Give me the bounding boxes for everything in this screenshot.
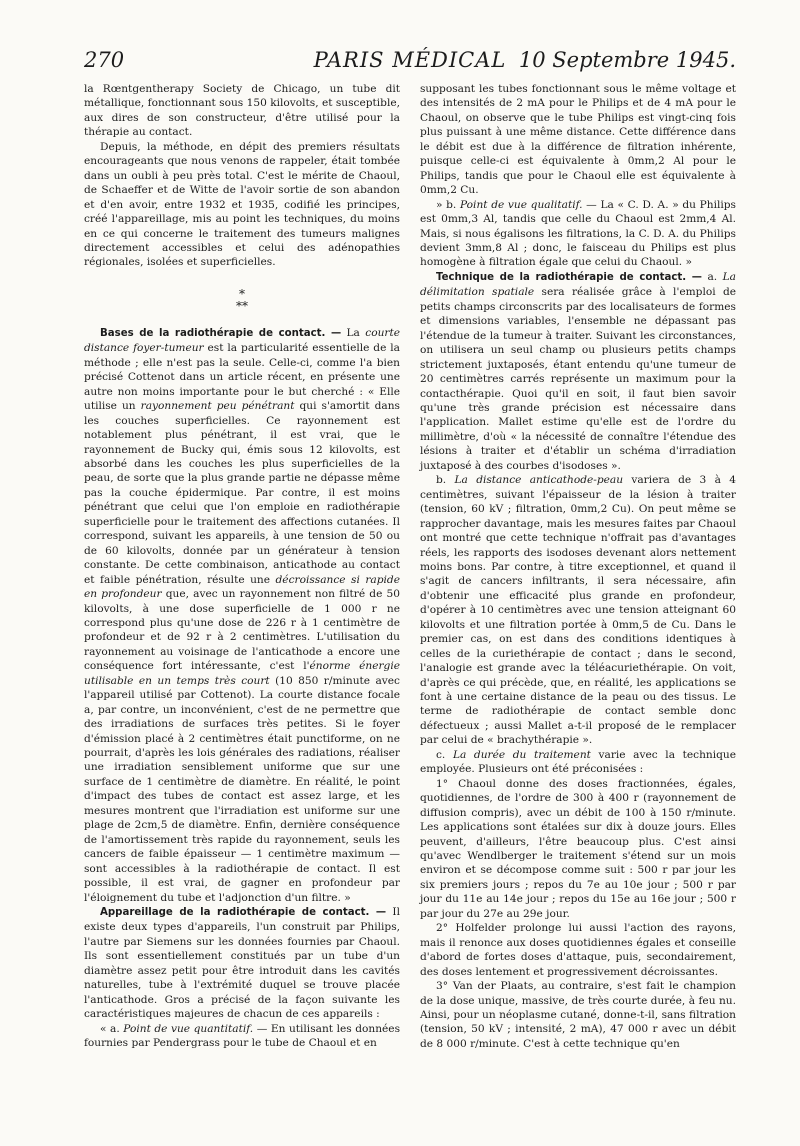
- section-heading: Appareillage de la radiothérapie de contact. —: [100, 907, 387, 919]
- section-separator: [84, 288, 400, 312]
- paragraph: 3° Van der Plaats, au contraire, s'est fait le champion de la dose unique, massive, de très courte durée, à feu nu. Ainsi, pour un néoplasme cutané, donne-t-il, sans filtration (tension, 50 kV ; intensité, 2 mA), 47 000 r avec un débit de 8 000 r/minute. C'est à cette technique qu'en: [420, 980, 736, 1050]
- section-heading: Technique de la radiothérapie de contact. —: [436, 271, 702, 283]
- right-column: [420, 82, 736, 1051]
- paragraph: b. La distance anticathode-peau variera de 3 à 4 centimètres, suivant l'épaisseur de la lésion à traiter (tension, 60 kV ; filtration, 0mm,2 Cu). On peut même se rapprocher davantage, mais les mesures faites par Chaoul ont montré que cette technique n'offrait pas d'avantages réels, les rapports des isodoses devenant alors nettement moins bons. Par contre, à titre exceptionnel, et quand il s'agit de cancers infiltrants, il sera nécessaire, afin d'obtenir une efficacité plus grande en profondeur, d'opérer à 10 centimètres avec une tension atteignant 60 kilovolts et une filtration portée à 0mm,5 de Cu. Dans le premier cas, on est dans des conditions identiques à celles de la curiethérapie de contact ; dans le second, l'analogie est grande avec la téléacuriethérapie. On voit, d'après ce qui précède, que, en réalité, les applications se font à une certaine distance de la peau ou des tissus. Le terme de radiothérapie de contact semble donc défectueux ; aussi Mallet a-t-il proposé de le remplacer par celui de « brachythérapie ».: [420, 474, 736, 747]
- issue-date: 10 Septembre 1945.: [518, 48, 736, 72]
- separator-stars-bottom: **: [236, 298, 248, 313]
- paragraph: 2° Holfelder prolonge lui aussi l'action des rayons, mais il renonce aux doses quotidiennes égales et conseille d'abord de fortes doses d'attaque, puis, secondairement, des doses lentement et progressivement décroissantes.: [420, 922, 736, 978]
- paragraph: supposant les tubes fonctionnant sous le même voltage et des intensités de 2 mA pour le Philips et de 4 mA pour le Chaoul, on observe que le tube Philips est vingt-cinq fois plus puissant à une même distance. Cette différence dans le débit est due à la différence de filtration inhérente, puisque celle-ci est équivalente à 0mm,2 Al pour le Philips, tandis que pour le Chaoul elle est équivalente à 0mm,2 Cu.: [420, 83, 736, 197]
- left-column: [84, 82, 400, 1051]
- paragraph: Technique de la radiothérapie de contact. — a. La délimitation spatiale sera réalisée grâce à l'emploi de petits champs circonscrits par des localisateurs de formes et dimensions variables, l'ensemble ne dépassant pas l'étendue de la tumeur à traiter. Suivant les circonstances, on utilisera un seul champ ou plusieurs petits champs strictement juxtaposés, étant entendu qu'une tumeur de 20 centimètres carrés représente un maximum pour la contacthérapie. Quoi qu'il en soit, il faut bien savoir qu'une très grande précision est nécessaire dans l'application. Mallet estime qu'elle est de l'ordre du millimètre, d'où « la nécessité de connaître l'étendue des lésions à traiter et d'établir un schéma d'irradiation juxtaposé à des courbes d'isodoses ».: [420, 270, 736, 472]
- paragraph: c. La durée du traitement varie avec la technique employée. Plusieurs ont été préconisées :: [420, 748, 737, 776]
- paragraph: la Rœntgentherapy Society de Chicago, un tube dit métallique, fonctionnant sous 150 kilovolts, et susceptible, aux dires de son constructeur, d'être utilisé pour la thérapie au contact.: [84, 83, 400, 139]
- paragraph: Bases de la radiothérapie de contact. — La courte distance foyer-tumeur est la particularité essentielle de la méthode ; elle n'est pas la seule. Celle-ci, comme l'a bien précisé Cottenot dans un article récent, en présente une autre non moins importante pour le but cherché : « Elle utilise un rayonnement peu pénétrant qui s'amortit dans les couches superficielles. Ce rayonnement est notablement plus pénétrant, il est vrai, que le rayonnement de Bucky qui, émis sous 12 kilovolts, est absorbé dans les couches les plus superficielles de la peau, de sorte que la plus grande partie ne dépasse même pas la couche épidermique. Par contre, il est moins pénétrant que celui que l'on emploie en radiothérapie superficielle pour le traitement des affections cutanées. Il correspond, suivant les appareils, à une tension de 50 ou de 60 kilovolts, donnée par un générateur à tension constante. De cette combinaison, anticathode au contact et faible pénétration, résulte une décroissance si rapide en profondeur que, avec un rayonnement non filtré de 50 kilovolts, à une dose superficielle de 1 000 r ne correspond plus qu'une dose de 226 r à 1 centimètre de profondeur et de 92 r à 2 centimètres. L'utilisation du rayonnement au voisinage de l'anticathode a encore une conséquence fort intéressante, c'est l'énorme énergie utilisable en un temps très court (10 850 r/minute avec l'appareil utilisé par Cottenot). La courte distance focale a, par contre, un inconvénient, c'est de ne permettre que des irradiations de surfaces très petites. Si le foyer d'émission placé à 2 centimètres était punctiforme, on ne pourrait, d'après les lois générales des radiations, réaliser une irradiation sensiblement uniforme que sur une surface de 1 centimètre de diamètre. En réalité, le point d'impact des tubes de contact est assez large, et les mesures montrent que l'irradiation est uniforme sur une plage de 2cm,5 de diamètre. Enfin, dernière conséquence de l'amortissement très rapide du rayonnement, seuls les cancers de faible épaisseur — 1 centimètre maximum — sont accessibles à la radiothérapie de contact. Il est possible, il est vrai, de gagner en profondeur par l'éloignement du tube et l'adjonction d'un filtre. »: [84, 326, 401, 904]
- paragraph: « a. Point de vue quantitatif. — En utilisant les données fournies par Pendergrass pour le tube de Chaoul et en: [84, 1022, 401, 1050]
- page-header: [84, 48, 736, 78]
- paragraph: 1° Chaoul donne des doses fractionnées, égales, quotidiennes, de l'ordre de 300 à 400 r (rayonnement de diffusion compris), avec un débit de 100 à 150 r/minute. Les applications sont étalées sur dix à douze jours. Elles peuvent, d'ailleurs, l'être beaucoup plus. C'est ainsi qu'avec Wendlberger le traitement s'étend sur un mois environ et se décompose comme suit : 500 r par jour les six premiers jours ; repos du 7e au 10e jour ; 500 r par jour du 11e au 14e jour ; repos du 15e au 16e jour ; 500 r par jour du 27e au 29e jour.: [420, 777, 736, 920]
- journal-title: PARIS MÉDICAL: [313, 48, 507, 72]
- paragraph: Appareillage de la radiothérapie de contact. — Il existe deux types d'appareils, l'un construit par Philips, l'autre par Siemens sur les données fournies par Chaoul. Ils sont essentiellement constitués par un tube d'un diamètre assez petit pour être introduit dans les cavités naturelles, tube à l'extrémité duquel se trouve placée l'anticathode. Gros a précisé de la façon suivante les caractéristiques majeures de chacun de ces appareils :: [84, 906, 400, 1021]
- separator-star-top: *: [239, 286, 245, 301]
- paragraph: » b. Point de vue qualitatif. — La « C. D. A. » du Philips est 0mm,3 Al, tandis que celle du Chaoul est 2mm,4 Al. Mais, si nous égalisons les filtrations, la C. D. A. du Philips devient 3mm,8 Al ; donc, le faisceau du Philips est plus homogène à filtration égale que celui du Chaoul. »: [420, 198, 736, 269]
- section-heading: Bases de la radiothérapie de contact. —: [100, 327, 342, 339]
- page-number: 270: [84, 48, 125, 72]
- paragraph: Depuis, la méthode, en dépit des premiers résultats encourageants que nous venons de rappeler, était tombée dans un oubli à peu près total. C'est le mérite de Chaoul, de Schaeffer et de Witte de l'avoir sortie de son abandon et d'en avoir, entre 1932 et 1935, codifié les principes, créé l'appareillage, mis au point les techniques, du moins en ce qui concerne le traitement des tumeurs malignes directement accessibles et celui des adénopathies régionales, isolées et superficielles.: [84, 140, 400, 269]
